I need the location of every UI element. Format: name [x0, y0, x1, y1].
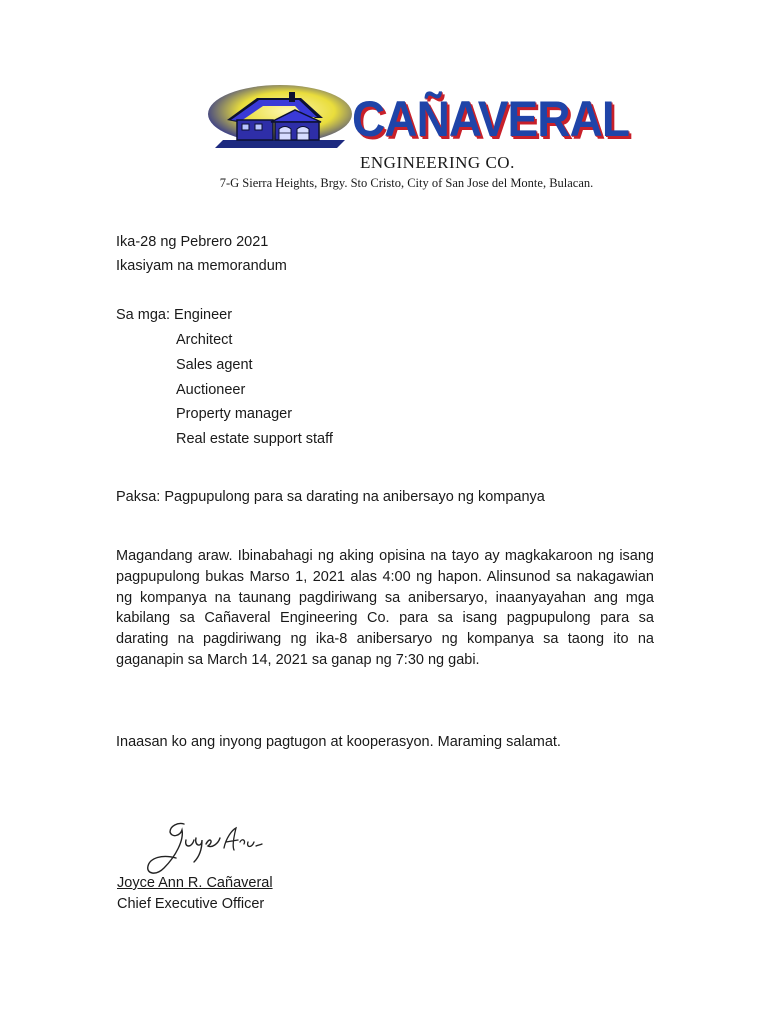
recipient-item: Architect	[176, 332, 233, 348]
recipient-item: Auctioneer	[176, 382, 246, 398]
recipients-line	[116, 305, 232, 325]
signatory-title: Chief Executive Officer	[117, 896, 265, 912]
memo-date: Ika-28 ng Pebrero 2021	[116, 234, 269, 250]
memo-closing: Inaasan ko ang inyong pagtugon at kooperasyon. Maraming salamat.	[116, 734, 561, 750]
memo-body: Magandang araw. Ibinabahagi ng aking opisina na tayo ay magkakaroon ng isang pagpupulong bukas Marso 1, 2021 alas 4:00 ng hapon. Alinsunod sa nakagawian ng kompanya na taunang pagdiriwang sa anibersaryo, inaanyayahan ang mga kabilang sa Cañaveral Engineering Co. para sa isang pagpupulong para sa darating na pagdiriwang ng ika-8 anibersaryo ng kompanya sa taong ito na gaganapin sa March 14, 2021 sa ganap ng 7:30 ng gabi.	[116, 548, 654, 668]
to-prefix: Sa mga:	[116, 307, 170, 323]
house-logo-icon	[205, 84, 355, 154]
recipient-item: Property manager	[176, 406, 293, 422]
recipient-item: Engineer	[174, 307, 233, 323]
recipient-item: Real estate support staff	[176, 431, 333, 447]
company-address: 7-G Sierra Heights, Brgy. Sto Cristo, City of San Jose del Monte, Bulacan.	[219, 176, 594, 190]
memo-number: Ikasiyam na memorandum	[116, 258, 287, 274]
company-name: CAÑAVERAL	[352, 91, 630, 147]
signature-mark	[140, 818, 265, 880]
company-suffix: ENGINEERING CO.	[360, 153, 515, 172]
recipient-item: Sales agent	[176, 357, 253, 373]
signatory-name: Joyce Ann R. Cañaveral	[117, 875, 273, 891]
memo-subject: Paksa: Pagpupulong para sa darating na anibersayo ng kompanya	[116, 489, 545, 505]
